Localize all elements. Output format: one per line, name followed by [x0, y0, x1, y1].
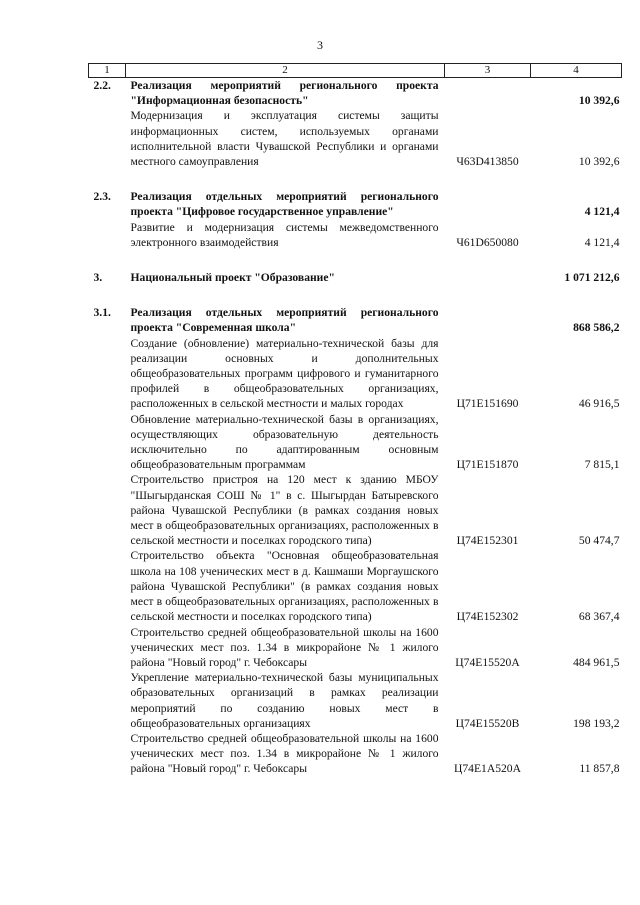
- row-number: 2.2.: [93, 79, 111, 92]
- row-amount: 484 961,5: [573, 655, 620, 669]
- column-header-2: 2: [126, 64, 445, 78]
- row-description: Модернизация и эксплуатация системы защиты информационных систем, используемых органами исполнительной власти Чувашской Республики и органами местного самоуправления: [130, 109, 439, 169]
- section-row: [89, 270, 622, 285]
- section-row: [89, 78, 622, 109]
- spacer-cell: [89, 285, 622, 305]
- row-description: Строительство средней общеобразовательной школы на 1600 ученических мест поз. 1.34 в микрорайоне № 1 жилого района "Новый город" г. Чебоксары: [130, 625, 439, 669]
- column-header-4: 4: [531, 64, 622, 78]
- row-amount: 868 586,2: [573, 321, 620, 335]
- row-number: [89, 412, 126, 473]
- section-row: [89, 305, 622, 335]
- table-header: [89, 64, 622, 78]
- row-description: Создание (обновление) материально-технической базы для реализации основных и дополнительных общеобразовательных программ цифрового и гуманитарного профилей в общеобразовательных организациях, расположенных в сельской местности и малых городах: [130, 336, 439, 411]
- column-header-3: 3: [445, 64, 531, 78]
- row-number: [89, 336, 126, 412]
- row-description: Укрепление материально-технической базы муниципальных образовательных организаций в рамках реализации мероприятий по созданию новых мест в общеобразовательных организациях: [130, 671, 439, 730]
- page-number: 3: [317, 38, 323, 52]
- row-code: Ц74Е1А520А: [454, 762, 521, 776]
- row-code: Ц74Е15520А: [455, 655, 520, 669]
- row-amount: 4 121,4: [584, 235, 620, 249]
- row-code: [445, 189, 531, 219]
- row-amount: 10 392,6: [578, 155, 620, 169]
- row-code: Ч63D413850: [456, 155, 519, 169]
- row-code: Ц71Е151690: [456, 397, 519, 411]
- row-amount: 198 193,2: [573, 716, 620, 730]
- row-description: Реализация отдельных мероприятий регионального проекта "Цифровое государственное управление": [130, 190, 439, 219]
- row-amount: 10 392,6: [578, 94, 620, 108]
- table-body: [89, 78, 622, 777]
- row-amount: 7 815,1: [584, 458, 620, 472]
- row-amount: 68 367,4: [578, 610, 620, 624]
- row-number: 3.: [93, 271, 103, 285]
- item-row: [89, 472, 622, 548]
- row-amount: 4 121,4: [584, 205, 620, 219]
- row-code: Ц74Е152301: [456, 534, 519, 548]
- row-description: Обновление материально-технической базы в организациях, осуществляющих образовательную деятельность исключительно по адаптированным основным общеобразовательным программам: [130, 412, 439, 472]
- item-row: [89, 336, 622, 412]
- row-number: 2.3.: [93, 190, 111, 204]
- row-description: Реализация отдельных мероприятий регионального проекта "Современная школа": [130, 306, 439, 335]
- row-number: [89, 108, 126, 169]
- row-code: Ч61D650080: [456, 235, 519, 249]
- row-amount: 46 916,5: [578, 397, 620, 411]
- budget-table: [88, 63, 622, 777]
- row-description: Национальный проект "Образование": [130, 271, 335, 285]
- row-code: [445, 78, 531, 109]
- item-row: [89, 670, 622, 731]
- spacer-row: [89, 285, 622, 305]
- spacer-cell: [89, 169, 622, 189]
- row-number: [89, 472, 126, 548]
- row-code: Ц74Е152302: [456, 610, 519, 624]
- row-description: Строительство объекта "Основная общеобразовательная школа на 108 ученических мест в д. Кашмаши Моргаушского района Чувашской Республики" (в рамках создания новых мест в общеобразовательных организациях, расположенных в сельской местности и поселках городского типа): [130, 549, 439, 624]
- item-row: [89, 625, 622, 671]
- row-description: Реализация мероприятий регионального проекта "Информационная безопасность": [130, 79, 439, 108]
- row-description: Развитие и модернизация системы межведомственного электронного взаимодействия: [130, 220, 439, 249]
- row-number: 3.1.: [93, 306, 111, 320]
- row-amount: 11 857,8: [579, 762, 620, 776]
- row-number: [89, 670, 126, 731]
- column-header-1: 1: [89, 64, 126, 78]
- spacer-cell: [89, 250, 622, 270]
- section-row: [89, 189, 622, 219]
- spacer-row: [89, 169, 622, 189]
- item-row: [89, 220, 622, 250]
- row-number: [89, 548, 126, 624]
- row-code: Ц74Е15520В: [455, 716, 520, 730]
- spacer-row: [89, 250, 622, 270]
- row-number: [89, 220, 126, 250]
- row-amount: 50 474,7: [578, 534, 620, 548]
- row-number: [89, 731, 126, 777]
- row-code: [445, 305, 531, 335]
- item-row: [89, 108, 622, 169]
- row-amount: 1 071 212,6: [564, 271, 620, 285]
- item-row: [89, 548, 622, 624]
- row-code: Ц71Е151870: [456, 458, 519, 472]
- row-code: [445, 270, 531, 285]
- item-row: [89, 731, 622, 777]
- row-description: Строительство средней общеобразовательной школы на 1600 ученических мест поз. 1.34 в микрорайоне № 1 жилого района "Новый город" г. Чебоксары: [130, 731, 439, 776]
- item-row: [89, 412, 622, 473]
- row-number: [89, 625, 126, 671]
- row-description: Строительство пристроя на 120 мест к зданию МБОУ "Шыгырданская СОШ № 1" в с. Шыгырдан Батыревского района Чувашской Республики (в рамках создания новых мест в общеобразовательных организациях, расположенных в сельской местности и поселках городского типа): [130, 473, 439, 548]
